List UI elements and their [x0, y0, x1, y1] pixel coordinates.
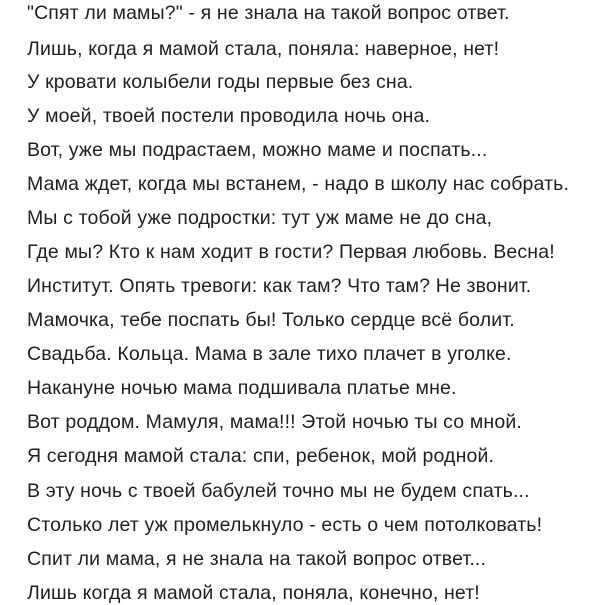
- poem-line: "Спят ли мамы?" - я не знала на такой вопрос ответ.: [27, 2, 510, 24]
- poem-line: У кровати колыбели годы первые без сна.: [27, 71, 414, 93]
- poem-line: Спит ли мама, я не знала на такой вопрос ответ...: [27, 548, 487, 570]
- poem-line: Лишь, когда я мамой стала, поняла: наверное, нет!: [27, 38, 500, 60]
- poem-line: У моей, твоей постели проводила ночь она.: [27, 105, 431, 127]
- poem-line: Свадьба. Кольца. Мама в зале тихо плачет в уголке.: [27, 343, 512, 365]
- poem-line: Вот роддом. Мамуля, мама!!! Этой ночью ты со мной.: [27, 411, 522, 433]
- poem-line: Где мы? Кто к нам ходит в гости? Первая любовь. Весна!: [27, 241, 555, 263]
- poem-line: Накануне ночью мама подшивала платье мне.: [27, 377, 457, 399]
- poem-line: Я сегодня мамой стала: спи, ребенок, мой родной.: [27, 445, 495, 467]
- poem-line: Институт. Опять тревоги: как там? Что там? Не звонит.: [27, 275, 532, 297]
- poem-line: Мы с тобой уже подростки: тут уж маме не до сна,: [27, 207, 493, 229]
- poem-line: Столько лет уж промелькнуло - есть о чем потолковать!: [27, 514, 543, 536]
- poem-line: Вот, уже мы подрастаем, можно маме и поспать...: [27, 139, 488, 161]
- poem-line: Мамочка, тебе поспать бы! Только сердце всё болит.: [27, 309, 515, 331]
- poem-line: Лишь когда я мамой стала, поняла, конечно, нет!: [27, 582, 480, 604]
- poem-line: Мама ждет, когда мы встанем, - надо в школу нас собрать.: [27, 173, 570, 195]
- poem-line: В эту ночь с твоей бабулей точно мы не будем спать...: [27, 480, 530, 502]
